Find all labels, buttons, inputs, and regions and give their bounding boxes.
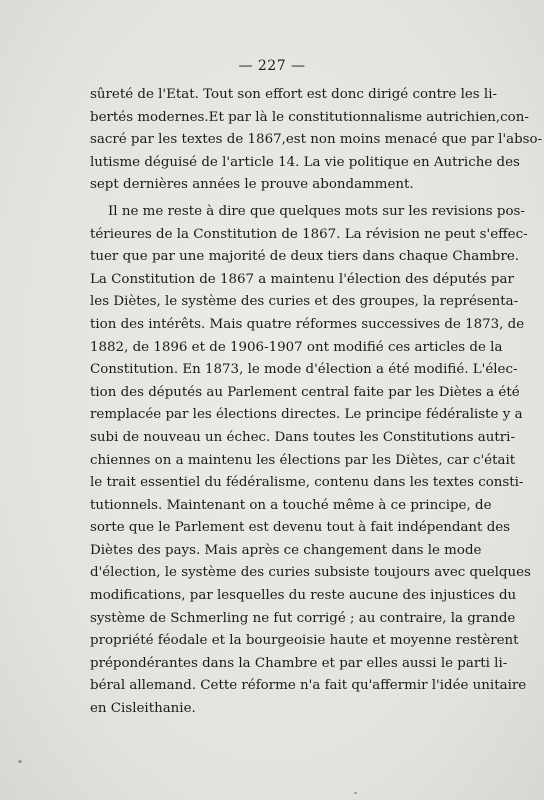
text-line: tutionnels. Maintenant on a touché même à ce principe, de <box>90 497 492 513</box>
paper-speck <box>18 760 22 763</box>
page-number: — 227 — <box>238 58 306 74</box>
text-line: béral allemand. Cette réforme n'a fait qu'affermir l'idée unitaire <box>90 678 527 694</box>
text-line: tuer que par une majorité de deux tiers dans chaque Chambre. <box>90 249 520 265</box>
text-line: sûreté de l'Etat. Tout son effort est donc dirigé contre les li- <box>90 87 498 102</box>
text-line: subi de nouveau un échec. Dans toutes les Constitutions autri- <box>90 429 515 445</box>
text-line: le trait essentiel du fédéralisme, contenu dans les textes consti- <box>90 475 524 491</box>
text-line: tion des intérêts. Mais quatre réformes successives de 1873, de <box>90 316 525 332</box>
text-line: tion des députés au Parlement central faite par les Diètes a été <box>90 384 520 400</box>
text-line: sacré par les textes de 1867,est non moins menacé que par l'abso- <box>90 132 543 148</box>
text-line: bertés modernes.Et par là le constitutionnalisme autrichien,con- <box>90 109 529 125</box>
text-line: Il ne me reste à dire que quelques mots sur les revisions pos- <box>108 203 525 219</box>
text-line: chiennes on a maintenu les élections par les Diètes, car c'était <box>90 452 516 468</box>
paper-speck <box>354 792 357 794</box>
text-line: modifications, par lesquelles du reste aucune des injustices du <box>90 588 517 604</box>
text-line: d'élection, le système des curies subsiste toujours avec quelques <box>90 565 531 581</box>
text-line: prépondérantes dans la Chambre et par elles aussi le parti li- <box>90 655 508 671</box>
text-line: sorte que le Parlement est devenu tout à fait indépendant des <box>90 520 511 536</box>
body-text <box>90 84 543 721</box>
text-line: 1882, de 1896 et de 1906-1907 ont modifié ces articles de la <box>90 339 503 355</box>
text-line: lutisme déguisé de l'article 14. La vie politique en Autriche des <box>90 154 520 170</box>
text-line: remplacée par les élections directes. Le principe fédéraliste y a <box>90 407 523 423</box>
text-line: propriété féodale et la bourgeoisie haute et moyenne restèrent <box>90 633 519 649</box>
text-line: La Constitution de 1867 a maintenu l'élection des députés par <box>90 271 514 287</box>
text-line: les Diètes, le système des curies et des groupes, la représenta- <box>90 294 519 310</box>
text-line: térieures de la Constitution de 1867. La révision ne peut s'effec- <box>90 226 528 242</box>
text-line: en Cisleithanie. <box>90 701 196 717</box>
text-line: sept dernières années le prouve abondamment. <box>90 177 414 193</box>
text-line: Constitution. En 1873, le mode d'élection a été modifié. L'élec- <box>90 362 518 378</box>
text-line: système de Schmerling ne fut corrigé ; au contraire, la grande <box>90 610 516 626</box>
text-line: Diètes des pays. Mais après ce changement dans le mode <box>90 542 482 558</box>
paragraph-2 <box>90 201 531 721</box>
paragraph-1 <box>90 84 543 197</box>
